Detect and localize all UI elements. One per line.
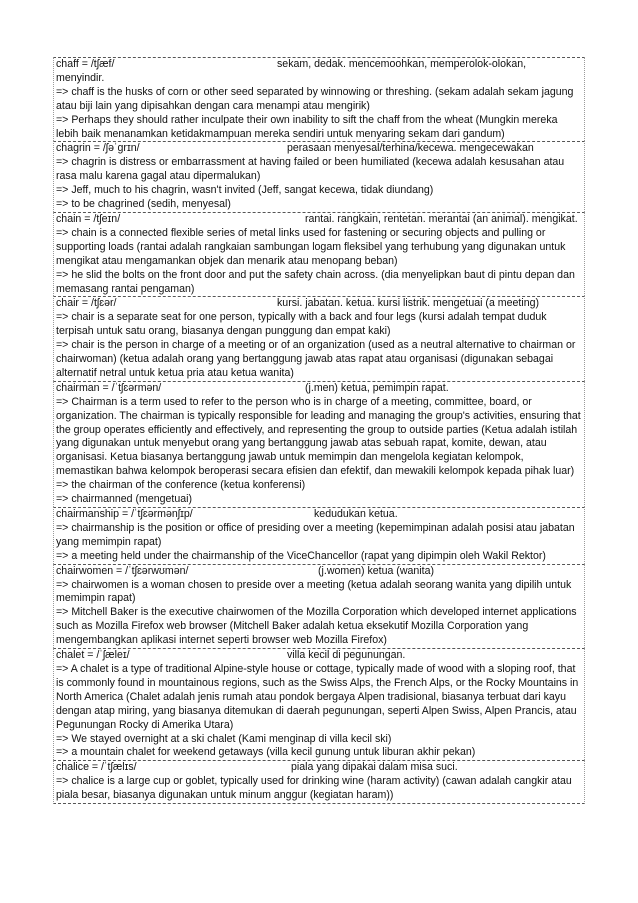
headword: chairmanship = /ˈtʃɛərmənʃɪp/ bbox=[56, 508, 193, 520]
entry-head bbox=[56, 58, 582, 72]
example-line: => chairmanned (mengetuai) bbox=[56, 493, 193, 506]
entry-head bbox=[56, 142, 582, 156]
entry-chairwomen bbox=[53, 564, 585, 648]
entry-head bbox=[56, 761, 582, 775]
definition-line: => chair is the person in charge of a meeting or of an organization (used as a neutral alternative to chairman or chairwoman) (ketua adalah orang yang bertanggung jawab atas rapat atau organisasi (digunakan sebagai alternatif netral untuk ketua pria atau ketua wanita) bbox=[56, 339, 576, 379]
example-line: => the chairman of the conference (ketua konferensi) bbox=[56, 479, 306, 492]
definition-line: => chairmanship is the position or office of presiding over a meeting (kepemimpinan adalah posisi atau jabatan yang memimpin rapat) bbox=[56, 521, 575, 548]
translation: (j.women) ketua (wanita) bbox=[318, 564, 434, 577]
entry-head bbox=[56, 508, 582, 522]
translation: sekam, dedak. mencemoohkan, memperolok-olokan, bbox=[277, 58, 527, 70]
entry-head bbox=[56, 382, 582, 396]
example-line: => a mountain chalet for weekend getaways (villa kecil gunung untuk liburan akhir pekan) bbox=[56, 746, 476, 759]
definition-line: => chain is a connected flexible series of metal links used for fastening or securing objects and pulling or supporting loads (rantai adalah rangkaian sambungan logam fleksibel yang terhubung yang digunakan untuk mengikat atau mengamankan objek dan menarik atau menopang beban) bbox=[56, 226, 566, 267]
headword: chagrin = /ʃəˈɡrɪn/ bbox=[56, 142, 140, 155]
definition-line: => chalice is a large cup or goblet, typically used for drinking wine (haram activity) (cawan adalah cangkir atau piala besar, biasanya digunakan untuk minum anggur (kegiatan haram)) bbox=[56, 775, 572, 802]
definition-line: => chairwomen is a woman chosen to preside over a meeting (ketua adalah seorang wanita yang dipilih untuk memimpin rapat) bbox=[56, 578, 572, 605]
example-line: => We stayed overnight at a ski chalet (Kami menginap di villa kecil ski) bbox=[56, 732, 392, 745]
entry-head bbox=[56, 649, 582, 663]
entry-chalet bbox=[53, 648, 585, 760]
entry-chagrin bbox=[53, 141, 585, 212]
headword: chaff = /tʃæf/ bbox=[56, 58, 115, 70]
entry-head bbox=[56, 565, 582, 579]
example-line: => Mitchell Baker is the executive chairwomen of the Mozilla Corporation which developed internet applications such as Mozilla Firefox web browser (Mitchell Baker adalah ketua eksekutif Mozilla Corporation yang mengembangkan aplikasi internet seperti browser web Mozilla Firefox) bbox=[56, 606, 577, 647]
translation: (j.men) ketua, pemimpin rapat. bbox=[305, 381, 449, 394]
entry-head bbox=[56, 213, 582, 227]
definition-line: => chaff is the husks of corn or other seed separated by winnowing or threshing. (sekam adalah sekam jagung atau biji lain yang dipisahkan dengan cara menampi atau mengirik) bbox=[56, 85, 574, 112]
definition-line: => chair is a separate seat for one person, typically with a back and four legs (kursi adalah tempat duduk terpisah untuk satu orang, biasanya dengan punggung dan empat kaki) bbox=[56, 311, 547, 338]
entry-chalice bbox=[53, 760, 585, 804]
translation: perasaan menyesal/terhina/kecewa. mengecewakan bbox=[287, 142, 534, 155]
entry-chairman bbox=[53, 381, 585, 507]
example-line: => he slid the bolts on the front door and put the safety chain across. (dia menyelipkan baut di pintu depan dan memasang rantai pengaman) bbox=[56, 268, 575, 295]
headword: chairwomen = /ˈtʃɛərwʊmən/ bbox=[56, 564, 189, 577]
translation: kursi. jabatan. ketua. kursi listrik. mengetuai (a meeting) bbox=[277, 297, 540, 310]
definition-line: => Chairman is a term used to refer to the person who is in charge of a meeting, committee, board, or organization. The chairman is typically responsible for leading and managing the group's activities, ensuring that the group operates efficiently and effectively, and representing the group to outside parties (Ketua adalah istilah yang digunakan untuk menyebut orang yang bertanggung jawab atas sebuah rapat, komite, dewan, atau organisasi. Ketua biasanya bertanggung jawab untuk memimpin dan mengelola kegiatan kelompok, memastikan bahwa kelompok beroperasi secara efisien dan efektif, dan mewakili kelompok kepada pihak luar) bbox=[56, 395, 581, 478]
entry-chaff bbox=[53, 57, 585, 141]
headword: chain = /tʃeɪn/ bbox=[56, 212, 121, 225]
example-line: => Perhaps they should rather inculpate their own inability to sift the chaff from the wheat (Mungkin mereka lebih baik menanamkan ketidakmampuan mereka sendiri untuk menyaring sekam dari gandum) bbox=[56, 113, 558, 140]
headword: chalice = /ˈtʃælɪs/ bbox=[56, 761, 137, 774]
translation-continued: menyindir. bbox=[56, 71, 105, 84]
translation: piala yang dipakai dalam misa suci. bbox=[291, 761, 458, 774]
entry-chair bbox=[53, 296, 585, 380]
example-line: => a meeting held under the chairmanship of the ViceChancellor (rapat yang dipimpin oleh Wakil Rektor) bbox=[56, 549, 546, 562]
headword: chalet = /ˈʃæleɪ/ bbox=[56, 649, 130, 662]
dictionary-sheet bbox=[53, 57, 585, 804]
entry-chain bbox=[53, 212, 585, 296]
entry-head bbox=[56, 297, 582, 311]
translation: villa kecil di pegunungan. bbox=[287, 649, 406, 662]
headword: chair = /tʃɛər/ bbox=[56, 297, 117, 310]
headword: chairman = /ˈtʃɛərmən/ bbox=[56, 381, 162, 394]
definition-line: => chagrin is distress or embarrassment at having failed or been humiliated (kecewa adalah kesusahan atau rasa malu karena gagal atau dipermalukan) bbox=[56, 156, 565, 183]
definition-line: => A chalet is a type of traditional Alpine-style house or cottage, typically made of wood with a sloping roof, that is commonly found in mountainous regions, such as the Swiss Alps, the French Alps, or the Rocky Mountains in North America (Chalet adalah jenis rumah atau pondok bergaya Alpen tradisional, biasanya terbuat dari kayu dengan atap miring, yang biasanya ditemukan di daerah pegunungan, seperti Alpen Swiss, Alpen Prancis, atau Pegunungan Rocky di Amerika Utara) bbox=[56, 662, 579, 731]
translation: rantai. rangkain, rentetan. merantai (an animal). mengikat. bbox=[305, 212, 578, 225]
example-line: => Jeff, much to his chagrin, wasn't invited (Jeff, sangat kecewa, tidak diundang) bbox=[56, 184, 434, 197]
translation: kedudukan ketua. bbox=[314, 508, 398, 520]
example-line: => to be chagrined (sedih, menyesal) bbox=[56, 198, 231, 211]
entry-chairmanship bbox=[53, 507, 585, 564]
